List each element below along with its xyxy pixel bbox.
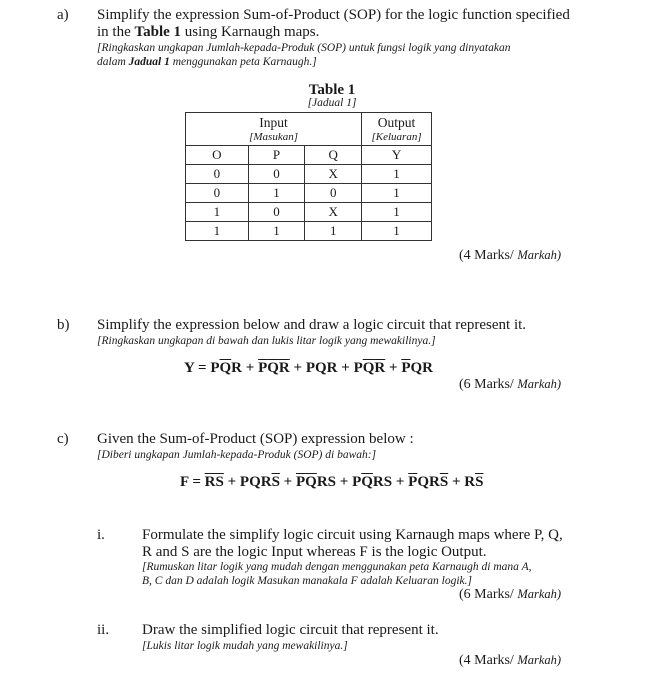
section-c-text-en: Given the Sum-of-Product (SOP) expression below : (97, 431, 414, 447)
table-row (186, 203, 432, 222)
section-c-i-text-ms-2: B, C dan D adalah logik Masukan manakala F adalah Keluaran logik.] (142, 575, 472, 587)
table-cell: 1 (362, 222, 432, 241)
col-header-o: O (186, 146, 249, 165)
table-row (186, 184, 432, 203)
section-c-ii-marks: (4 Marks/ Markah) (459, 653, 562, 668)
section-c-ii-text-en: Draw the simplified logic circuit that represent it. (142, 622, 439, 638)
table-cell: 1 (362, 165, 432, 184)
section-a-label: a) (57, 7, 69, 23)
table-cell: X (305, 203, 362, 222)
section-b-marks: (6 Marks/ Markah) (459, 377, 562, 392)
section-c-label: c) (57, 431, 69, 447)
table-row (186, 222, 432, 241)
section-c-ii-text-ms: [Lukis litar logik mudah yang mewakilinya.] (142, 640, 348, 652)
table-cell: 1 (248, 184, 305, 203)
table-cell: 1 (305, 222, 362, 241)
table-cell: 0 (186, 184, 249, 203)
table-cell: 0 (305, 184, 362, 203)
section-a-text-en-1: Simplify the expression Sum-of-Product (SOP) for the logic function specified (97, 7, 570, 23)
section-b-label: b) (57, 317, 70, 333)
table-cell: 1 (362, 203, 432, 222)
table-cell: 0 (186, 165, 249, 184)
section-a-text-ms-1: [Ringkaskan ungkapan Jumlah-kepada-Produk (SOP) untuk fungsi logik yang dinyatakan (97, 42, 511, 54)
input-header: Input [Masukan] (186, 113, 362, 146)
section-b-equation: $Y = P\overline{Q}R + \overline{P}\overline{Q}\overline{R}$ + PQR + $P\overline{Q}\overline{R} + \overline{P}QR$ (184, 360, 433, 376)
table-cell: 1 (248, 222, 305, 241)
table-subtitle: [Jadual 1] (307, 97, 357, 109)
section-c-text-ms: [Diberi ungkapan Jumlah-kepada-Produk (SOP) di bawah:] (97, 449, 377, 461)
truth-table (185, 112, 432, 241)
col-header-y: Y (362, 146, 432, 165)
section-c-i-label: i. (97, 527, 105, 543)
col-header-p: P (248, 146, 305, 165)
section-c-i-text-en-2: R and S are the logic Input whereas F is the logic Output. (142, 544, 487, 560)
section-b-text-ms: [Ringkaskan ungkapan di bawah dan lukis litar logik yang mewakilinya.] (97, 335, 436, 347)
section-c-ii-label: ii. (97, 622, 110, 638)
section-a-text-en-2: in the Table 1 using Karnaugh maps. (97, 24, 320, 40)
section-c-i-marks: (6 Marks/ Markah) (459, 587, 562, 602)
table-cell: 1 (186, 203, 249, 222)
col-header-q: Q (305, 146, 362, 165)
section-a-text-ms-2: dalam Jadual 1 menggunakan peta Karnaugh.] (97, 56, 317, 68)
table-column-row (186, 146, 432, 165)
section-c-equation: $F = \overline{R}\overline{S} + PQR\overline{S} + \overline{P}\overline{Q}RS + P\overline{Q}RS + \overline{P}QR\overline{S} + R\overline{S}$ (180, 474, 484, 490)
table-cell: 0 (248, 203, 305, 222)
section-b-text-en: Simplify the expression below and draw a logic circuit that represent it. (97, 317, 527, 333)
table-title: Table 1 (308, 82, 356, 98)
table-cell: 0 (248, 165, 305, 184)
section-c-i-text-en-1: Formulate the simplify logic circuit using Karnaugh maps where P, Q, (142, 527, 563, 543)
section-a-marks: (4 Marks/ Markah) (459, 248, 562, 263)
table-row (186, 165, 432, 184)
table-cell: 1 (362, 184, 432, 203)
output-header: Output [Keluaran] (362, 113, 432, 146)
table-cell: X (305, 165, 362, 184)
section-c-i-text-ms-1: [Rumuskan litar logik yang mudah dengan menggunakan peta Karnaugh di mana A, (142, 561, 532, 573)
table-cell: 1 (186, 222, 249, 241)
table-header-row (186, 113, 432, 146)
